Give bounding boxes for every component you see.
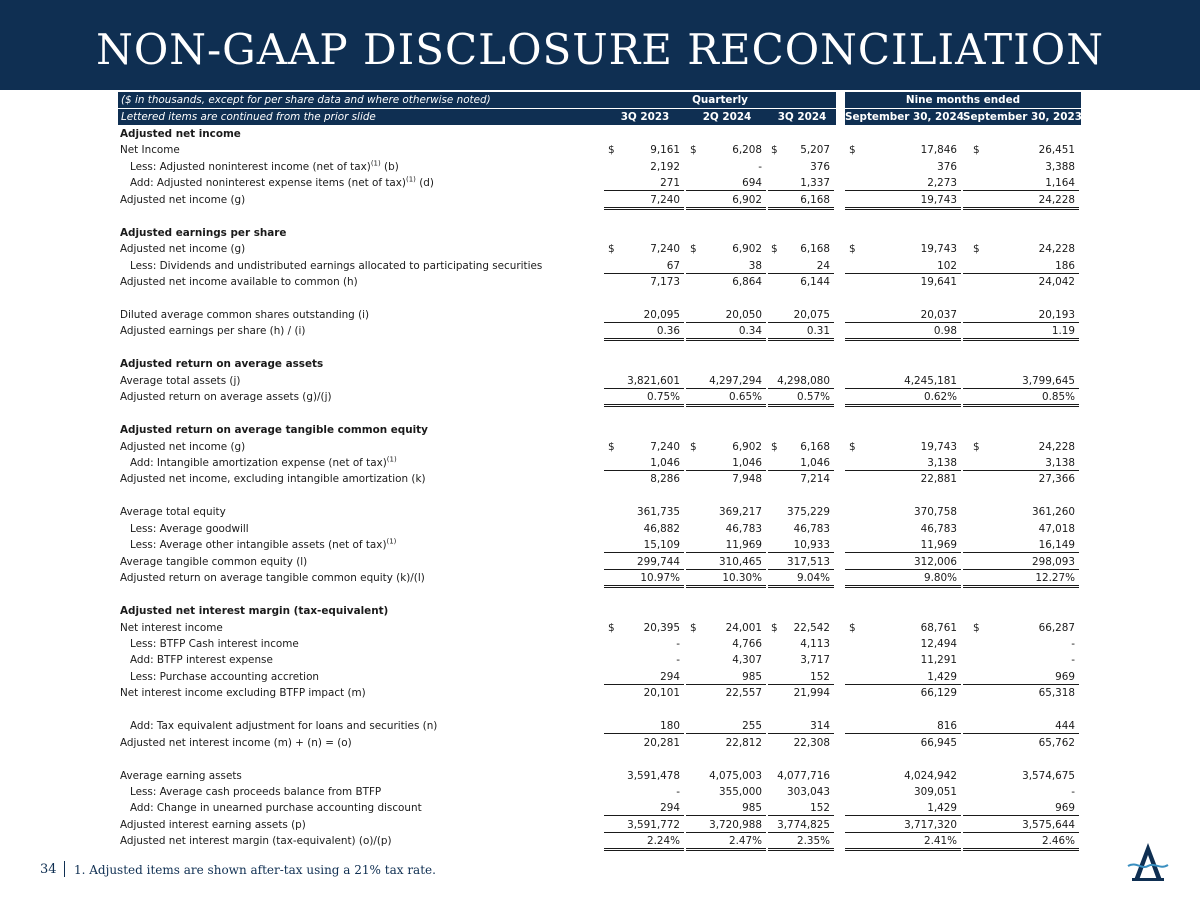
row-label-text: Net interest income	[120, 621, 223, 634]
value-cell: 0.65%	[728, 391, 762, 404]
double-underline	[963, 338, 1079, 341]
row-label-text: Net interest income excluding BTFP impact (m)	[120, 687, 366, 700]
row-label-text: Less: Purchase accounting accretion	[130, 670, 320, 683]
value-cell: 24	[816, 259, 830, 272]
value-cell: 2.35%	[796, 835, 830, 848]
value-cell: 22,557	[725, 687, 762, 700]
row-label	[120, 735, 596, 751]
value-cell: 20,193	[1038, 308, 1075, 321]
row-label	[120, 471, 596, 487]
currency-symbol: $	[690, 144, 697, 157]
value-cell: 361,260	[1032, 506, 1075, 519]
double-underline	[604, 207, 684, 210]
double-underline	[845, 848, 961, 851]
value-cell: -	[1071, 654, 1075, 667]
value-cell: 4,245,181	[904, 374, 957, 387]
value-cell: 6,902	[732, 193, 762, 206]
value-cell: 46,882	[643, 522, 680, 535]
value-cell: 20,395	[643, 621, 680, 634]
row-label	[120, 718, 606, 734]
value-cell: 65,318	[1038, 687, 1075, 700]
currency-symbol: $	[690, 440, 697, 453]
row-label	[120, 620, 596, 636]
value-cell: 24,228	[1038, 243, 1075, 256]
currency-symbol: $	[849, 440, 856, 453]
value-cell: 969	[1055, 670, 1075, 683]
value-cell: 1,046	[732, 457, 762, 469]
row-label-text: Average tangible common equity (l)	[120, 555, 308, 568]
double-underline	[604, 338, 684, 341]
value-cell: -	[758, 160, 762, 173]
value-cell: 3,138	[1045, 457, 1075, 469]
double-underline	[768, 585, 834, 588]
currency-symbol: $	[973, 440, 980, 453]
row-label-text: Adjusted net income	[120, 128, 241, 140]
value-cell: 9.04%	[796, 572, 830, 585]
value-cell: 4,024,942	[904, 769, 957, 782]
row-label	[120, 159, 606, 175]
value-cell: 65,762	[1038, 736, 1075, 749]
value-cell: 6,902	[732, 243, 762, 256]
row-label-text: Adjusted net income (g)	[120, 193, 246, 206]
value-cell: 969	[1055, 802, 1075, 815]
value-cell: 3,591,772	[627, 818, 680, 831]
currency-symbol: $	[608, 621, 615, 634]
row-label	[120, 192, 596, 208]
company-logo-a-icon	[1126, 840, 1170, 884]
value-cell: 3,774,825	[777, 818, 830, 831]
value-cell: 19,641	[920, 276, 957, 289]
value-cell: -	[676, 637, 680, 650]
value-cell: 20,281	[643, 736, 680, 749]
table-note-lettered: Lettered items are continued from the prior slide	[121, 111, 376, 123]
col-header-sep30-2023: September 30, 2023	[963, 111, 1082, 123]
row-label-text: Less: Adjusted noninterest income (net of tax)	[130, 160, 371, 173]
value-cell: -	[1071, 637, 1075, 650]
value-cell: 0.62%	[923, 391, 957, 404]
value-cell: 21,994	[793, 687, 830, 700]
currency-symbol: $	[608, 440, 615, 453]
value-cell: 9,161	[650, 144, 680, 157]
value-cell: 22,308	[793, 736, 830, 749]
row-label-text: Adjusted interest earning assets (p)	[120, 818, 306, 831]
double-underline	[963, 207, 1079, 210]
value-cell: 22,881	[920, 473, 957, 486]
row-label	[120, 439, 596, 455]
row-label-text: Add: BTFP interest expense	[130, 654, 273, 667]
value-cell: 2.41%	[923, 835, 957, 848]
value-cell: 24,001	[725, 621, 762, 634]
value-cell: 1.19	[1051, 325, 1075, 338]
value-cell: 4,077,716	[777, 769, 830, 782]
value-cell: 20,095	[643, 308, 680, 321]
footnote-marker: (1)	[386, 537, 397, 546]
row-label-text: Adjusted return on average assets	[120, 358, 324, 371]
value-cell: 4,297,294	[709, 374, 762, 387]
value-cell: 0.85%	[1041, 391, 1075, 404]
row-label	[120, 570, 596, 586]
value-cell: 19,743	[920, 243, 957, 256]
value-cell: 1,046	[800, 457, 830, 469]
row-label-text: Add: Intangible amortization expense (net of tax)	[130, 457, 387, 469]
row-label	[120, 225, 596, 241]
value-cell: 47,018	[1038, 522, 1075, 535]
value-cell: 7,240	[650, 243, 680, 256]
value-cell: 9.80%	[923, 572, 957, 585]
value-cell: 369,217	[719, 506, 762, 519]
row-label	[120, 373, 596, 389]
value-cell: 12,494	[920, 637, 957, 650]
row-label-text: Adjusted return on average assets (g)/(j)	[120, 391, 332, 404]
currency-symbol: $	[690, 621, 697, 634]
row-label	[120, 274, 596, 290]
value-cell: 985	[742, 802, 762, 815]
row-label-text: Adjusted earnings per share	[120, 226, 287, 239]
row-label	[120, 258, 606, 274]
value-cell: 3,799,645	[1022, 374, 1075, 387]
value-cell: 12.27%	[1035, 572, 1075, 585]
value-cell: 152	[810, 670, 830, 683]
row-label	[120, 356, 596, 372]
row-label	[120, 636, 606, 652]
value-cell: 294	[660, 802, 680, 815]
value-cell: 7,240	[650, 440, 680, 453]
row-label	[120, 800, 606, 816]
currency-symbol: $	[771, 243, 778, 256]
row-label	[120, 652, 606, 668]
value-cell: 46,783	[920, 522, 957, 535]
value-cell: 20,037	[920, 308, 957, 321]
value-cell: 376	[810, 160, 830, 173]
double-underline	[845, 338, 961, 341]
double-underline	[845, 404, 961, 407]
value-cell: -	[1071, 786, 1075, 798]
currency-symbol: $	[973, 621, 980, 634]
row-label	[120, 241, 596, 257]
value-cell: 2,273	[927, 177, 957, 190]
value-cell: 3,388	[1045, 160, 1075, 173]
value-cell: 309,051	[914, 786, 957, 798]
row-label-text: Less: Average other intangible assets (net of tax)	[130, 539, 387, 552]
row-label-text: Average total equity	[120, 506, 226, 519]
value-cell: 0.31	[806, 325, 830, 338]
value-cell: 10,933	[793, 539, 830, 552]
double-underline	[845, 207, 961, 210]
value-cell: 152	[810, 802, 830, 815]
value-cell: 6,168	[800, 243, 830, 256]
row-label	[120, 833, 596, 849]
row-label-text: Adjusted return on average tangible common equity (k)/(l)	[120, 572, 425, 585]
value-cell: 2.24%	[646, 835, 680, 848]
value-cell: 310,465	[719, 555, 762, 568]
value-cell: 16,149	[1038, 539, 1075, 552]
double-underline	[686, 404, 766, 407]
row-label-text: Add: Adjusted noninterest expense items (net of tax)	[130, 177, 406, 190]
value-cell: 255	[742, 720, 762, 733]
value-cell: 298,093	[1032, 555, 1075, 568]
value-cell: 46,783	[725, 522, 762, 535]
value-cell: 66,945	[920, 736, 957, 749]
value-cell: -	[676, 786, 680, 798]
row-label-suffix: (d)	[415, 177, 434, 190]
currency-symbol: $	[849, 243, 856, 256]
double-underline	[686, 338, 766, 341]
row-label	[120, 537, 606, 553]
value-cell: 3,720,988	[709, 818, 762, 831]
footnote-marker: (1)	[386, 455, 397, 464]
value-cell: 7,214	[800, 473, 830, 486]
value-cell: 312,006	[914, 555, 957, 568]
value-cell: 375,229	[787, 506, 830, 519]
value-cell: 376	[937, 160, 957, 173]
currency-symbol: $	[973, 243, 980, 256]
value-cell: 11,969	[725, 539, 762, 552]
value-cell: 303,043	[787, 786, 830, 798]
row-label-suffix: (b)	[380, 160, 399, 173]
value-cell: 0.34	[738, 325, 762, 338]
value-cell: 6,168	[800, 440, 830, 453]
value-cell: 0.36	[656, 325, 680, 338]
currency-symbol: $	[973, 144, 980, 157]
value-cell: 102	[937, 259, 957, 272]
row-label-text: Diluted average common shares outstanding (i)	[120, 308, 370, 321]
row-label	[120, 504, 596, 520]
row-label-text: Less: BTFP Cash interest income	[130, 637, 299, 650]
row-label	[120, 817, 596, 833]
value-cell: 4,766	[732, 637, 762, 650]
value-cell: 4,075,003	[709, 769, 762, 782]
row-label-text: Add: Tax equivalent adjustment for loans and securities (n)	[130, 720, 438, 733]
double-underline	[963, 404, 1079, 407]
row-label-text: Adjusted net income (g)	[120, 243, 246, 256]
footnote-marker: (1)	[370, 159, 381, 168]
row-label-text: Adjusted net income (g)	[120, 440, 246, 453]
double-underline	[604, 404, 684, 407]
col-header-3q2024: 3Q 2024	[777, 111, 827, 123]
value-cell: 22,812	[725, 736, 762, 749]
value-cell: 46,783	[793, 522, 830, 535]
value-cell: 314	[810, 720, 830, 733]
currency-symbol: $	[608, 243, 615, 256]
value-cell: 5,207	[800, 144, 830, 157]
footnote-marker: (1)	[406, 175, 416, 184]
value-cell: 7,240	[650, 193, 680, 206]
double-underline	[768, 338, 834, 341]
value-cell: 3,575,644	[1022, 818, 1075, 831]
value-cell: 22,542	[793, 621, 830, 634]
double-underline	[768, 207, 834, 210]
row-label-text: Adjusted net income, excluding intangible amortization (k)	[120, 473, 426, 486]
value-cell: 361,735	[637, 506, 680, 519]
value-cell: 20,075	[793, 308, 830, 321]
row-label-text: Average total assets (j)	[120, 374, 241, 387]
value-cell: 6,864	[732, 276, 762, 289]
value-cell: 1,046	[650, 457, 680, 469]
double-underline	[686, 848, 766, 851]
row-label	[120, 323, 596, 339]
footer-divider	[64, 861, 65, 877]
row-label-text: Less: Average cash proceeds balance from BTFP	[130, 786, 382, 798]
row-label-text: Add: Change in unearned purchase accounting discount	[130, 802, 422, 815]
currency-symbol: $	[771, 621, 778, 634]
row-label-text: Adjusted return on average tangible common equity	[120, 424, 428, 437]
value-cell: 6,168	[800, 193, 830, 206]
double-underline	[963, 585, 1079, 588]
value-cell: 694	[742, 177, 762, 190]
value-cell: 2,192	[650, 160, 680, 173]
value-cell: 24,228	[1038, 440, 1075, 453]
value-cell: 3,138	[927, 457, 957, 469]
group-header-nine-months: Nine months ended	[905, 94, 1021, 106]
value-cell: 7,948	[732, 473, 762, 486]
col-header-2q2024: 2Q 2024	[702, 111, 752, 123]
row-label-text: Less: Average goodwill	[130, 522, 249, 535]
value-cell: 24,042	[1038, 276, 1075, 289]
value-cell: 26,451	[1038, 144, 1075, 157]
row-label-text: Adjusted net interest margin (tax-equivalent)	[120, 605, 389, 618]
footnote: 1. Adjusted items are shown after-tax using a 21% tax rate.	[74, 863, 436, 877]
value-cell: 20,101	[643, 687, 680, 700]
row-label-text: Average earning assets	[120, 769, 242, 782]
value-cell: 38	[748, 259, 762, 272]
value-cell: 4,113	[800, 637, 830, 650]
value-cell: 67	[666, 259, 680, 272]
currency-symbol: $	[608, 144, 615, 157]
row-label-text: Adjusted net income available to common (h)	[120, 276, 358, 289]
row-label	[120, 455, 606, 471]
value-cell: 294	[660, 670, 680, 683]
double-underline	[604, 585, 684, 588]
value-cell: 2.46%	[1041, 835, 1075, 848]
double-underline	[768, 848, 834, 851]
col-header-sep30-2024: September 30, 2024	[845, 111, 964, 123]
row-label	[120, 389, 596, 405]
value-cell: 444	[1055, 720, 1075, 733]
row-label-text: Adjusted net interest margin (tax-equivalent) (o)/(p)	[120, 835, 392, 848]
value-cell: 8,286	[650, 473, 680, 486]
value-cell: 271	[660, 177, 680, 190]
value-cell: 355,000	[719, 786, 762, 798]
value-cell: 3,591,478	[627, 769, 680, 782]
value-cell: 1,429	[927, 802, 957, 815]
currency-symbol: $	[771, 440, 778, 453]
row-label	[120, 554, 596, 570]
row-label	[120, 784, 606, 800]
value-cell: 0.98	[933, 325, 957, 338]
value-cell: 2.47%	[728, 835, 762, 848]
row-label-text: Net Income	[120, 144, 180, 157]
value-cell: 20,050	[725, 308, 762, 321]
value-cell: 27,366	[1038, 473, 1075, 486]
value-cell: 4,298,080	[777, 374, 830, 387]
row-label-text: Adjusted earnings per share (h) / (i)	[120, 325, 306, 338]
row-label	[120, 142, 596, 158]
row-label	[120, 422, 596, 438]
page-number: 34	[40, 862, 57, 877]
double-underline	[768, 404, 834, 407]
page-title: NON-GAAP DISCLOSURE RECONCILIATION	[96, 25, 1104, 74]
value-cell: 10.30%	[722, 572, 762, 585]
value-cell: 6,902	[732, 440, 762, 453]
value-cell: 11,969	[920, 539, 957, 552]
table-note-units: ($ in thousands, except for per share data and where otherwise noted)	[121, 94, 491, 106]
value-cell: 66,287	[1038, 621, 1075, 634]
value-cell: 11,291	[920, 654, 957, 667]
value-cell: 6,144	[800, 276, 830, 289]
value-cell: 3,821,601	[627, 374, 680, 387]
value-cell: 17,846	[920, 144, 957, 157]
value-cell: 66,129	[920, 687, 957, 700]
double-underline	[686, 207, 766, 210]
row-label	[120, 768, 596, 784]
row-label	[120, 603, 596, 619]
value-cell: 4,307	[732, 654, 762, 667]
value-cell: 0.57%	[796, 391, 830, 404]
col-header-3q2023: 3Q 2023	[620, 111, 670, 123]
value-cell: 985	[742, 670, 762, 683]
value-cell: 1,429	[927, 670, 957, 683]
currency-symbol: $	[771, 144, 778, 157]
row-label	[120, 175, 606, 191]
value-cell: 186	[1055, 259, 1075, 272]
value-cell: 370,758	[914, 506, 957, 519]
row-label	[120, 521, 606, 537]
value-cell: 3,717,320	[904, 818, 957, 831]
value-cell: 1,164	[1045, 177, 1075, 190]
value-cell: 0.75%	[646, 391, 680, 404]
currency-symbol: $	[849, 144, 856, 157]
row-label	[120, 669, 606, 685]
double-underline	[686, 585, 766, 588]
value-cell: 7,173	[650, 276, 680, 289]
double-underline	[604, 848, 684, 851]
row-label-text: Less: Dividends and undistributed earnings allocated to participating securities	[130, 259, 543, 272]
value-cell: 15,109	[643, 539, 680, 552]
value-cell: 3,574,675	[1022, 769, 1075, 782]
row-label	[120, 126, 596, 142]
row-label	[120, 307, 596, 323]
value-cell: -	[676, 654, 680, 667]
row-label-text: Adjusted net interest income (m) + (n) = (o)	[120, 736, 352, 749]
value-cell: 68,761	[920, 621, 957, 634]
value-cell: 180	[660, 720, 680, 733]
value-cell: 816	[937, 720, 957, 733]
currency-symbol: $	[849, 621, 856, 634]
value-cell: 10.97%	[640, 572, 680, 585]
value-cell: 6,208	[732, 144, 762, 157]
value-cell: 19,743	[920, 193, 957, 206]
double-underline	[845, 585, 961, 588]
currency-symbol: $	[690, 243, 697, 256]
group-header-quarterly: Quarterly	[692, 94, 748, 106]
value-cell: 3,717	[800, 654, 830, 667]
double-underline	[963, 848, 1079, 851]
value-cell: 24,228	[1038, 193, 1075, 206]
value-cell: 1,337	[800, 177, 830, 190]
value-cell: 299,744	[637, 555, 680, 568]
value-cell: 19,743	[920, 440, 957, 453]
value-cell: 317,513	[787, 555, 830, 568]
row-label	[120, 685, 596, 701]
